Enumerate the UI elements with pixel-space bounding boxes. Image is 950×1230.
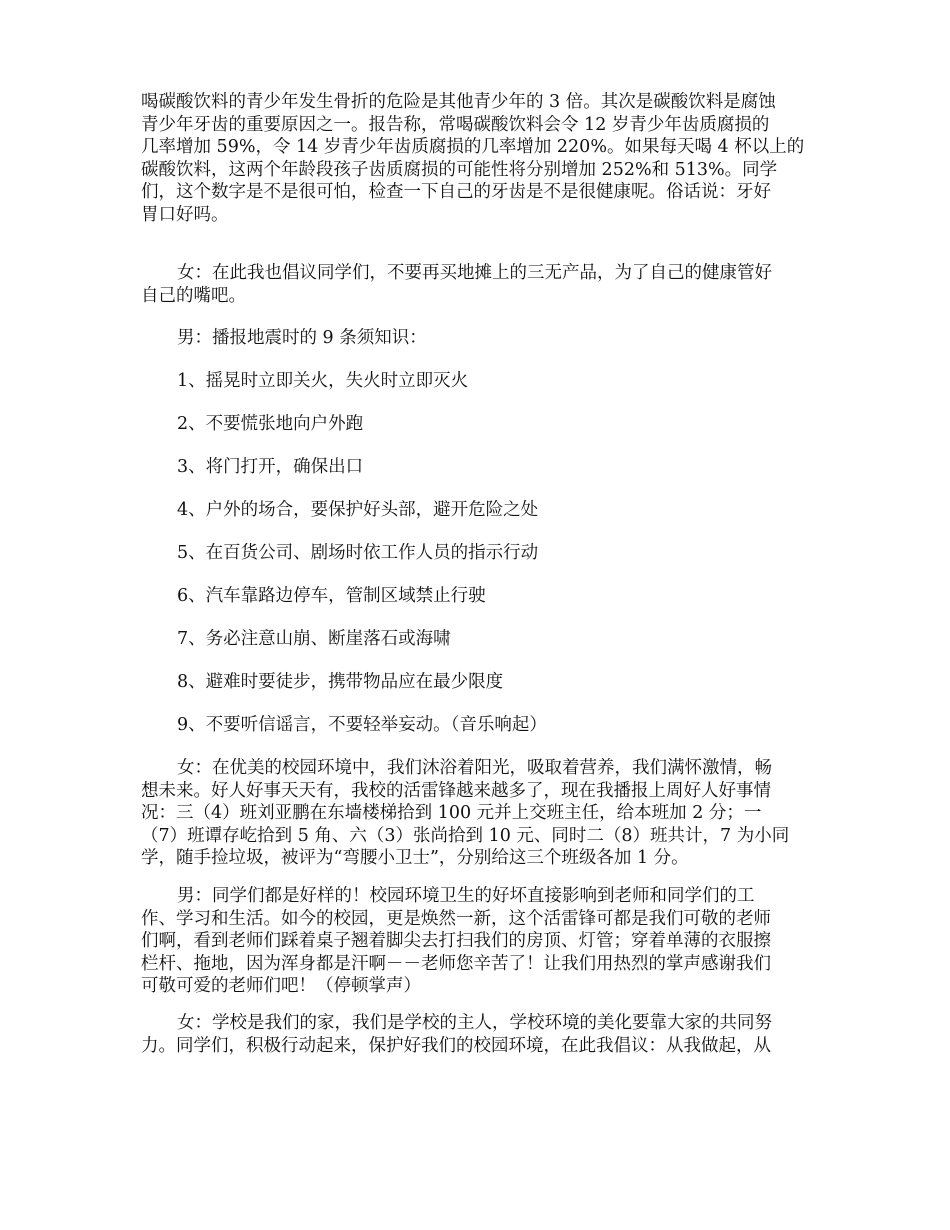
paragraph-thank-teachers: [141, 885, 811, 998]
text-line: （7）班谭存屹拾到 5 角、六（3）张尚拾到 10 元、同时二（8）班共计，7 为小同: [141, 825, 790, 846]
list-item-5: [141, 542, 811, 565]
list-item-text: 1、摇晃时立即关火，失火时立即灭火: [177, 371, 469, 391]
list-item-text: 6、汽车靠路边停车，管制区域禁止行驶: [177, 586, 486, 606]
paragraph-school-home: [141, 1012, 811, 1057]
list-item-text: 9、不要听信谣言，不要轻举妄动。（音乐响起）: [177, 715, 547, 735]
text-line: 几率增加 59%，令 14 岁青少年齿质腐损的几率增加 220%。如果每天喝 4 杯以上的: [141, 137, 805, 157]
text-line: 胃口好吗。: [141, 204, 229, 225]
text-line: 碳酸饮料，这两个年龄段孩子齿质腐损的可能性将分别增加 252%和 513%。同学: [141, 159, 778, 180]
text-line: 想未来。好人好事天天有，我校的活雷锋越来越多了，现在我播报上周好人好事情: [141, 780, 771, 801]
text-line: 况：三（4）班刘亚鹏在东墙楼梯拾到 100 元并上交班主任，给本班加 2 分；一: [141, 803, 762, 823]
list-item-text: 8、避难时要徒步，携带物品应在最少限度: [177, 672, 504, 692]
list-item-4: [141, 499, 811, 522]
list-item-1: [141, 370, 811, 393]
text-line: 学，随手捡垃圾，被评为“弯腰小卫士”，分别给这三个班级各加 1 分。: [141, 848, 689, 868]
text-line: 栏杆、拖地，因为浑身都是汗啊－－老师您辛苦了！让我们用热烈的掌声感谢我们: [141, 953, 771, 974]
list-item-text: 2、不要慌张地向户外跑: [177, 414, 364, 434]
text-line: 喝碳酸饮料的青少年发生骨折的危险是其他青少年的 3 倍。其次是碳酸饮料是腐蚀: [141, 92, 776, 112]
list-item-6: [141, 585, 811, 608]
paragraph-carbonated-drinks: [141, 91, 811, 226]
list-item-9: [141, 714, 811, 737]
text-line: 可敬可爱的老师们吧！（停顿掌声）: [141, 976, 421, 996]
text-line: 青少年牙齿的重要原因之一。报告称，常喝碳酸饮料会令 12 岁青少年齿质腐损的: [141, 114, 770, 135]
list-item-2: [141, 413, 811, 436]
text-line: 们啊，看到老师们踩着桌子翘着脚尖去打扫我们的房顶、灯管；穿着单薄的衣服擦: [141, 931, 771, 951]
text-line: 女：学校是我们的家，我们是学校的主人，学校环境的美化要靠大家的共同努: [177, 1013, 772, 1033]
list-item-text: 4、户外的场合，要保护好头部，避开危险之处: [177, 500, 539, 520]
list-item-text: 7、务必注意山崩、断崖落石或海啸: [177, 629, 451, 649]
paragraph-good-deeds: [141, 757, 811, 870]
text-line: 作、学习和生活。如今的校园，更是焕然一新，这个活雷锋可都是我们可敬的老师: [141, 908, 771, 929]
paragraph-earthquake-intro: [141, 327, 811, 350]
text-line: 女：在此我也倡议同学们，不要再买地摊上的三无产品，为了自己的健康管好: [177, 263, 772, 283]
text-line: 力。同学们，积极行动起来，保护好我们的校园环境，在此我倡议：从我做起，从: [141, 1035, 771, 1056]
list-item-3: [141, 456, 811, 479]
list-item-text: 5、在百货公司、剧场时依工作人员的指示行动: [177, 543, 539, 563]
text-line: 们，这个数字是不是很可怕，检查一下自己的牙齿是不是很健康呢。俗话说：牙好: [141, 182, 771, 202]
text-line: 男：同学们都是好样的！校园环境卫生的好坏直接影响到老师和同学们的工: [177, 886, 755, 906]
text-line: 自己的嘴吧。: [141, 285, 246, 306]
list-item-7: [141, 628, 811, 651]
paragraph-female-proposal: [141, 262, 811, 307]
list-item-text: 3、将门打开，确保出口: [177, 457, 364, 477]
list-item-8: [141, 671, 811, 694]
text-line: 女：在优美的校园环境中，我们沐浴着阳光，吸取着营养，我们满怀激情，畅: [177, 758, 772, 778]
text-line: 男：播报地震时的 9 条须知识：: [177, 328, 427, 348]
